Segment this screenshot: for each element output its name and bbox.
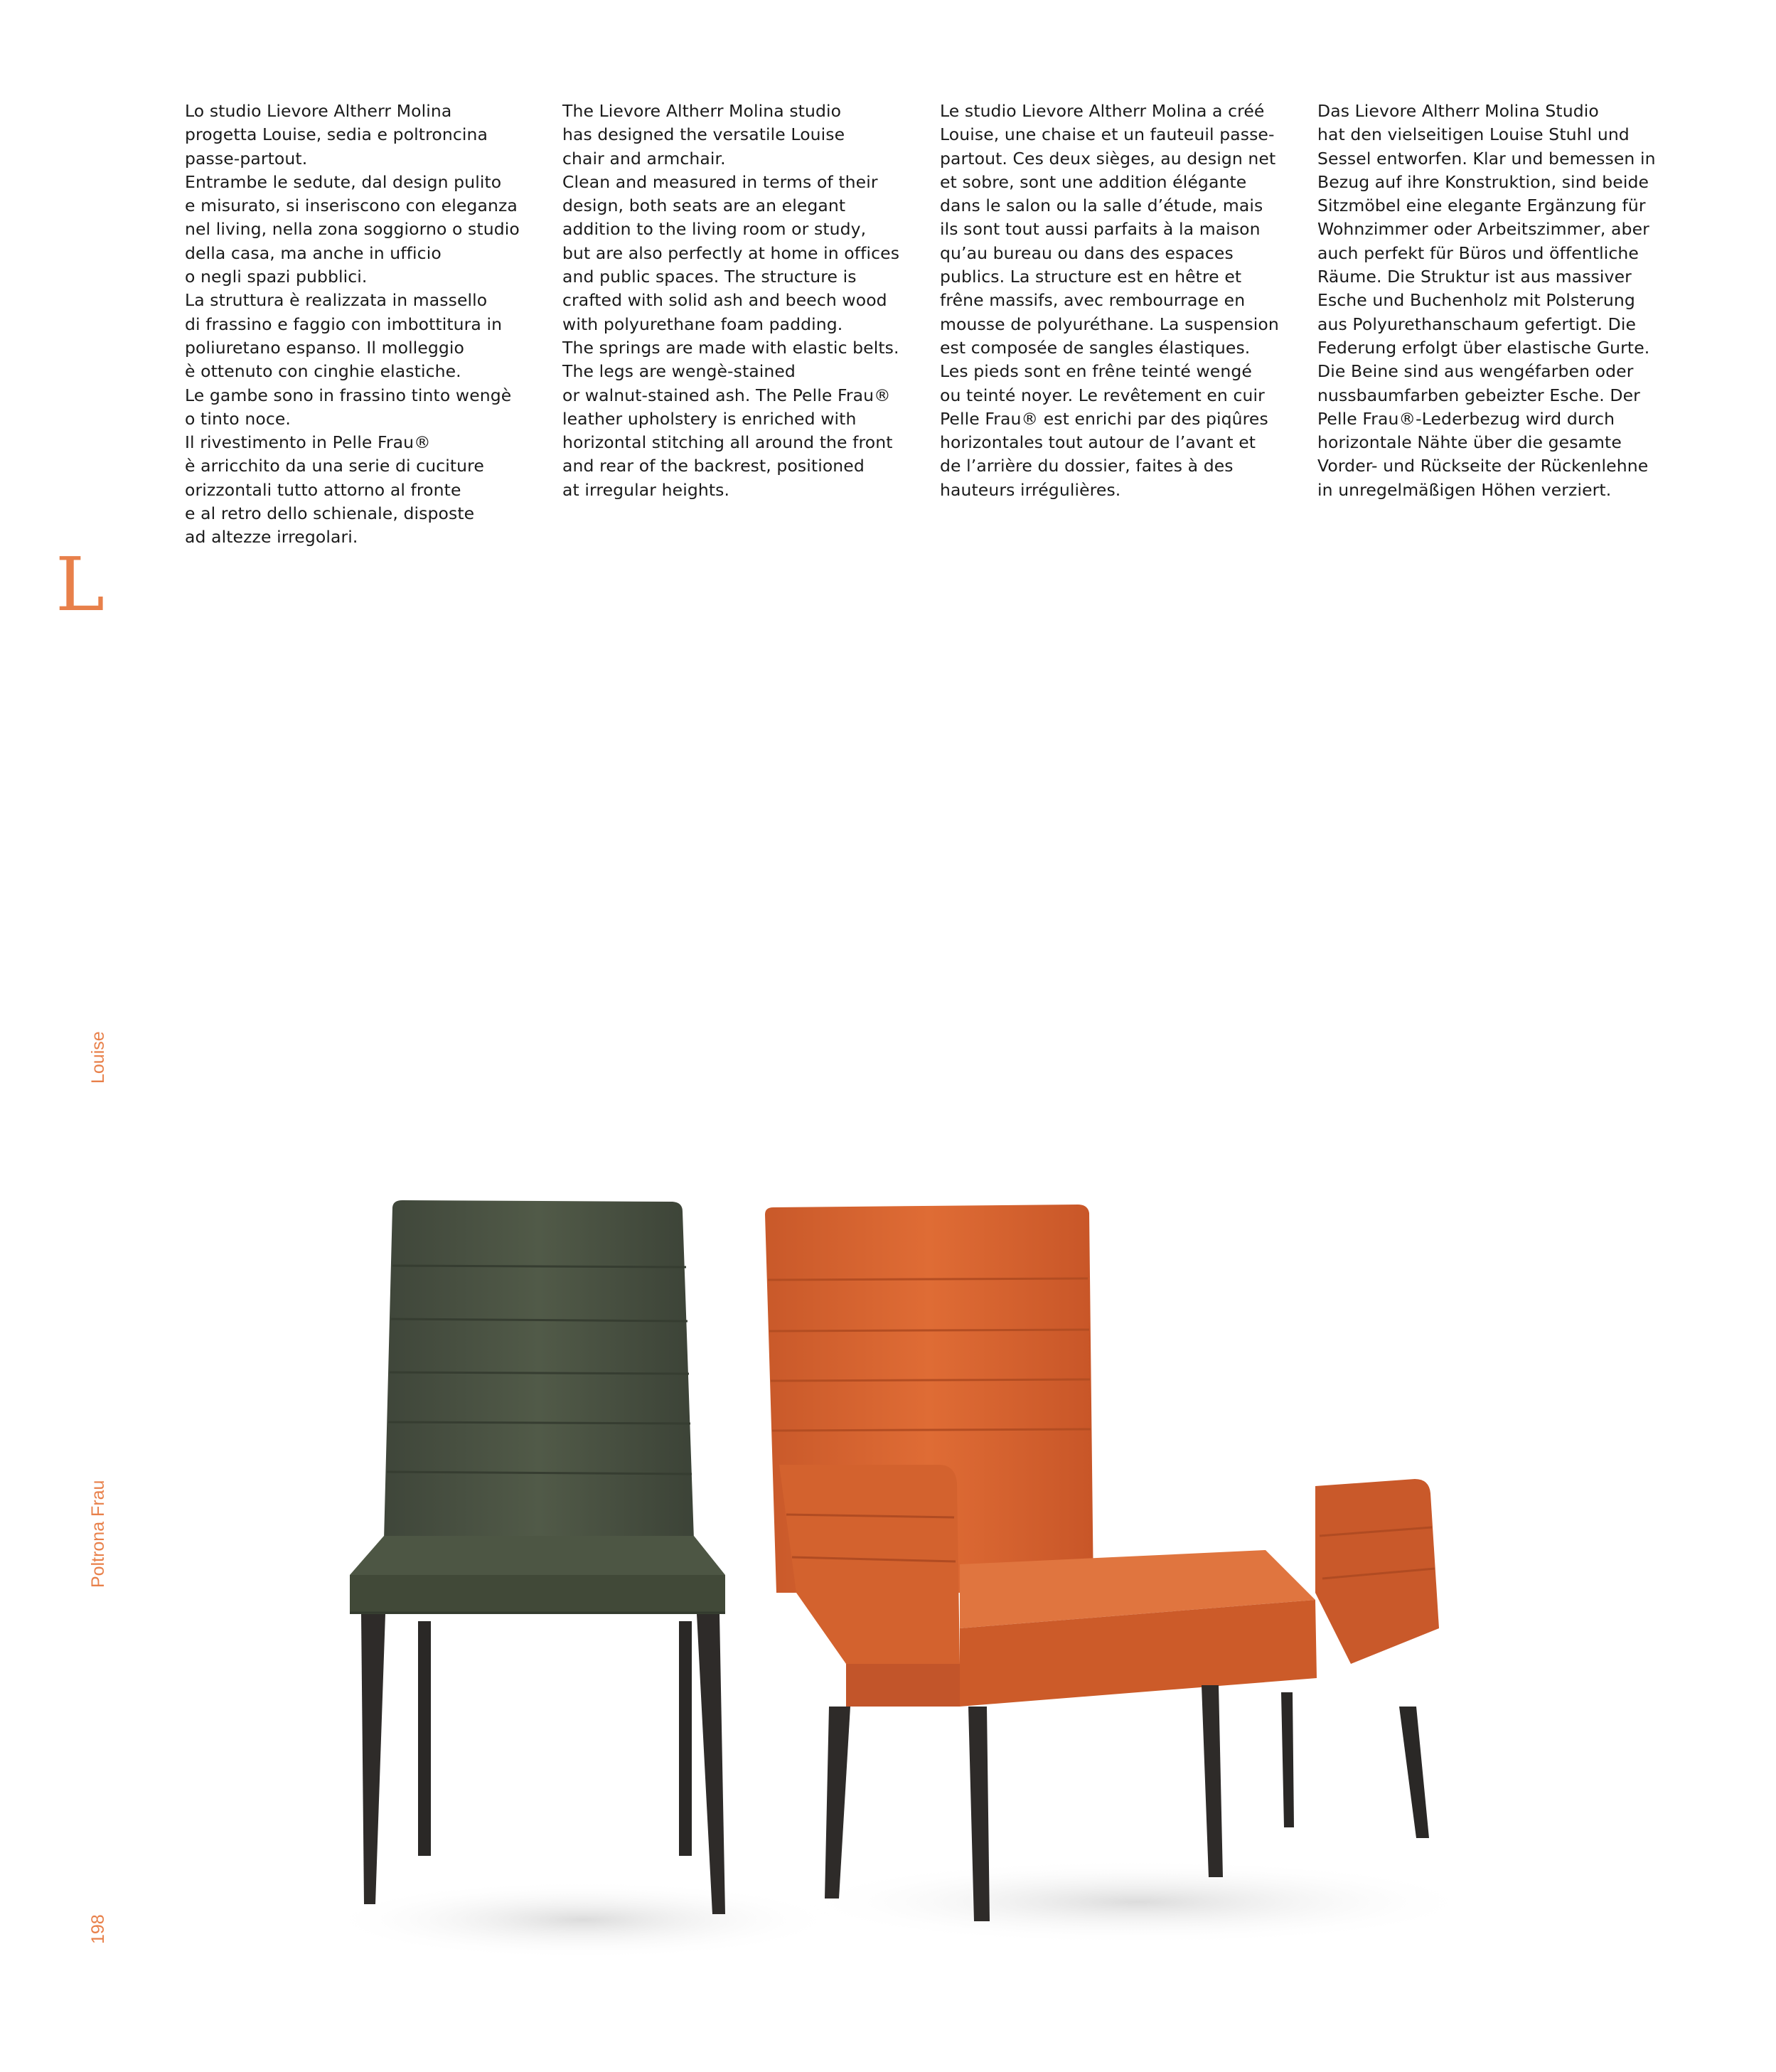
green-side-chair xyxy=(327,1200,839,1959)
text-column-french: Le studio Lievore Altherr Molina a créé Louise, une chaise et un fauteuil passe- partout. Ces deux sièges, au design net et sobre, sont une addition élégante dans le salon ou la salle d’étude, mais ils sont tout aussi parfaits à la maison qu’au bureau ou dans des espaces publics. La structure est en hêtre et frêne massifs, avec rembourrage en mousse de polyuréthane. La suspension est composée de sangles élastiques. Les pieds sont en frêne teinté wengé ou teinté noyer. Le revêtement en cuir Pelle Frau® est enrichi par des piqûres horizontales tout autour de l’avant et de l’arrière du dossier, faites à des hauteurs irrégulières. xyxy=(940,101,1279,500)
page-number: 198 xyxy=(88,1914,108,1944)
product-photo xyxy=(299,1166,1550,1977)
text-column-english: The Lievore Altherr Molina studio has designed the versatile Louise chair and armchair. Clean and measured in terms of their design, both seats are an elegant addition to the living room or study, but are also perfectly at home in offices and public spaces. The structure is crafted with solid ash and beech wood with polyurethane foam padding. The springs are made with elastic belts. The legs are wengè-stained or walnut-stained ash. The Pelle Frau® leather upholstery is enriched with horizontal stitching all around the front and rear of the backrest, positioned at irregular heights. xyxy=(562,101,900,500)
side-label-brand: Poltrona Frau xyxy=(88,1480,108,1588)
orange-armchair xyxy=(765,1205,1479,1945)
drop-initial-letter: L xyxy=(55,541,105,628)
text-column-german: Das Lievore Altherr Molina Studio hat den vielseitigen Louise Stuhl und Sessel entworfen. Klar und bemessen in Bezug auf ihre Konstruktion, sind beide Sitzmöbel eine elegante Ergänzung für Wohnzimmer oder Arbeitszimmer, aber auch perfekt für Büros und öffentliche Räume. Die Struktur ist aus massiver Esche und Buchenholz mit Polsterung aus Polyurethanschaum gefertigt. Die Federung erfolgt über elastische Gurte. Die Beine sind aus wengéfarben oder nussbaumfarben gebeizter Esche. Der Pelle Frau®-Lederbezug wird durch horizontale Nähte über die gesamte Vorder- und Rückseite der Rückenlehne in unregelmäßigen Höhen verziert. xyxy=(1317,101,1656,500)
text-column-italian: Lo studio Lievore Altherr Molina progetta Louise, sedia e poltroncina passe-partout. Entrambe le sedute, dal design pulito e misurato, si inseriscono con eleganza nel living, nella zona soggiorno o studio della casa, ma anche in ufficio o negli spazi pubblici. La struttura è realizzata in massello di frassino e faggio con imbottitura in poliuretano espanso. Il molleggio è ottenuto con cinghie elastiche. Le gambe sono in frassino tinto wengè o tinto noce. Il rivestimento in Pelle Frau® è arricchito da una serie di cuciture orizzontali tutto attorno al fronte e al retro dello schienale, disposte ad altezze irregolari. xyxy=(185,101,520,548)
side-label-product: Louise xyxy=(88,1031,108,1084)
